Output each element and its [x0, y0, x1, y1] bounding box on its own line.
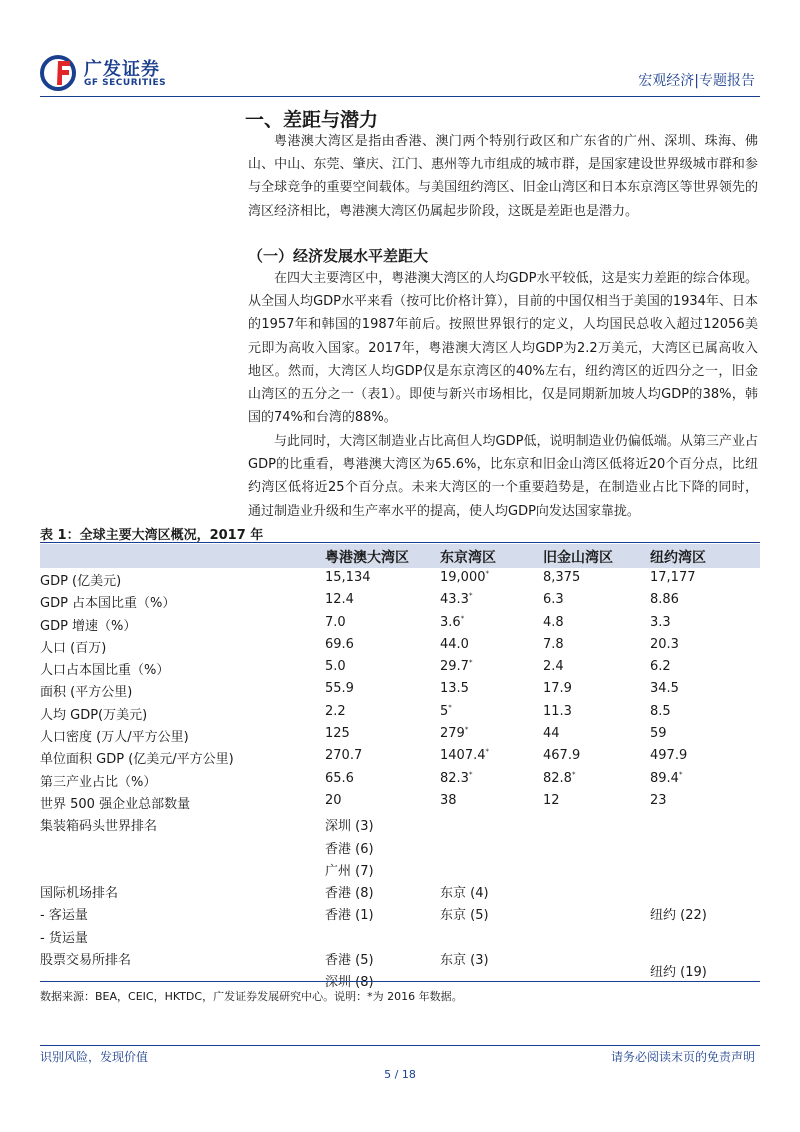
header-divider	[40, 96, 760, 97]
logo-text-cn: 广发证券	[84, 59, 160, 80]
table-cell	[440, 615, 464, 630]
company-logo	[40, 53, 180, 97]
table-cell	[440, 748, 489, 763]
table-cell	[650, 704, 671, 719]
cell-text: 5.0	[325, 659, 346, 675]
footnote-marker: *	[468, 591, 473, 600]
section-title: 一、差距与潜力	[245, 109, 379, 131]
table-row	[40, 791, 760, 813]
table-cell	[325, 771, 354, 786]
table-cell	[543, 726, 560, 741]
cell-text: 2.4	[543, 659, 564, 675]
table-cell	[440, 726, 468, 741]
table-cell	[325, 748, 362, 763]
table-cell	[543, 615, 564, 630]
table-cell	[650, 681, 679, 696]
cell-text: 13.5	[440, 681, 469, 697]
row-label	[40, 681, 132, 700]
cell-text: 2.2	[325, 703, 346, 719]
cell-text: 东京 (3)	[440, 953, 489, 969]
table-row	[40, 769, 760, 791]
table-cell	[325, 793, 342, 808]
footnote-marker: *	[468, 658, 473, 667]
table-cell	[325, 726, 350, 741]
gf-logo-icon	[40, 55, 78, 91]
cell-text: 12.4	[325, 592, 354, 608]
cell-text: 香港 (6)	[325, 841, 374, 857]
cell-text: 深圳 (8)	[325, 975, 374, 991]
cell-text: 20	[325, 792, 342, 808]
table-cell	[440, 704, 452, 719]
row-label	[40, 704, 147, 723]
cell-text: 广州 (7)	[325, 863, 374, 879]
footnote-marker: *	[571, 770, 576, 779]
cell-text: 东京 (5)	[440, 908, 489, 924]
cell-text: 17,177	[650, 570, 696, 585]
row-label	[40, 615, 136, 634]
table-cell	[440, 592, 472, 607]
cell-text: 人口 (百万)	[40, 640, 107, 656]
cell-text: 467.9	[543, 748, 581, 764]
cell-text: 人均 GDP(万美元)	[40, 707, 148, 723]
cell-text: 11.3	[543, 703, 572, 719]
table-cell	[325, 681, 354, 696]
cell-text: 279	[440, 726, 465, 742]
table-top-rule	[40, 542, 760, 543]
cell-text: 7.0	[325, 614, 346, 630]
table-cell	[440, 904, 489, 923]
cell-text: 国际机场排名	[40, 886, 119, 902]
cell-text: 香港 (1)	[325, 908, 374, 924]
row-label	[40, 592, 175, 611]
table-row	[40, 902, 760, 924]
footnote-marker: *	[468, 770, 473, 779]
table-row	[40, 657, 760, 679]
table-cell	[650, 793, 667, 808]
cell-text: 世界 500 强企业总部数量	[40, 796, 191, 812]
table-row	[40, 836, 760, 858]
table-cell	[440, 949, 489, 968]
table-row	[40, 724, 760, 746]
cell-text: 香港 (8)	[325, 886, 374, 902]
footnote-marker: *	[464, 725, 469, 734]
table-source-note: 数据来源：BEA，CEIC，HKTDC，广发证券发展研究中心。说明：*为 2016 年数据。	[40, 990, 463, 1003]
table-row	[40, 702, 760, 724]
table-cell	[543, 637, 564, 652]
table-cell	[543, 793, 560, 808]
cell-text: 19,000	[440, 570, 486, 585]
cell-text: 深圳 (3)	[325, 819, 374, 835]
table-cell	[440, 882, 489, 901]
table-cell	[325, 904, 374, 923]
row-label	[40, 793, 190, 812]
table-cell	[650, 659, 671, 674]
cell-text: 125	[325, 726, 350, 742]
table-cell	[543, 592, 564, 607]
table-cell	[325, 615, 346, 630]
cell-text: 集装箱码头世界排名	[40, 819, 158, 835]
cell-text: 6.2	[650, 659, 671, 675]
cell-text: 12	[543, 792, 560, 808]
column-header: 东京湾区	[440, 550, 496, 566]
cell-text: GDP 增速（%）	[40, 618, 137, 634]
cell-text: 59	[650, 726, 667, 742]
cell-text: 4.8	[543, 614, 564, 630]
table-cell	[650, 726, 667, 741]
cell-text: 人口占本国比重（%）	[40, 663, 170, 679]
cell-text: 东京 (4)	[440, 886, 489, 902]
footnote-marker: *	[460, 614, 465, 623]
cell-text: 38	[440, 792, 457, 808]
row-label	[40, 927, 88, 946]
footer-disclaimer: 请务必阅读末页的免责声明	[610, 1050, 755, 1064]
table-cell	[325, 882, 374, 901]
cell-text: 纽约 (22)	[650, 908, 707, 924]
table-cell	[650, 615, 671, 630]
table-cell	[440, 771, 472, 786]
table-row	[40, 925, 760, 947]
row-label	[40, 904, 88, 923]
table-cell	[325, 659, 346, 674]
table-caption: 表 1：全球主要大湾区概况，2017 年	[40, 528, 264, 543]
cell-text: 82.8	[543, 770, 572, 786]
cell-text: - 客运量	[40, 908, 88, 924]
cell-text: 面积 (平方公里)	[40, 685, 133, 701]
table-cell	[325, 815, 374, 834]
cell-text: 3.3	[650, 614, 671, 630]
cell-text: 23	[650, 792, 667, 808]
cell-text: 香港 (5)	[325, 953, 374, 969]
page-number: 5 / 18	[384, 1068, 416, 1081]
table-cell	[650, 592, 679, 607]
table-cell	[440, 570, 489, 585]
table-row	[40, 679, 760, 701]
cell-text: 82.3	[440, 770, 469, 786]
table-row	[40, 590, 760, 612]
table-cell	[440, 681, 469, 696]
cell-text: 89.4	[650, 770, 679, 786]
row-label	[40, 815, 157, 834]
cell-text: GDP (亿美元)	[40, 574, 122, 589]
cell-text: 6.3	[543, 592, 564, 608]
cell-text: 7.8	[543, 636, 564, 652]
paragraph: 在四大主要湾区中，粤港澳大湾区的人均GDP水平较低，这是实力差距的综合体现。从全国人均GDP水平来看（按可比价格计算），目前的中国仅相当于美国的1934年、日本的1957年和韩国的1987年前后。按照世界银行的定义，人均国民总收入超过12056美元即为高收入国家。2017年，粤港澳大湾区人均GDP为2.2万美元，大湾区已属高收入地区。然而，大湾区人均GDP仅是东京湾区的40%左右，纽约湾区的近四分之一，旧金山湾区的五分之一（表1）。即使与新兴市场相比，仅是同期新加坡人均GDP的38%，韩国的74%和台湾的88%。	[248, 271, 758, 426]
table-cell	[325, 570, 371, 585]
table-cell	[440, 637, 469, 652]
row-label	[40, 748, 234, 767]
table-bottom-rule	[40, 981, 760, 982]
cell-text: GDP 占本国比重（%）	[40, 596, 176, 612]
table-cell	[543, 704, 572, 719]
footer-slogan: 识别风险，发现价值	[40, 1050, 149, 1064]
table-row	[40, 613, 760, 635]
table-cell	[325, 592, 354, 607]
cell-text: 270.7	[325, 748, 363, 764]
cell-text: 纽约 (19)	[650, 965, 707, 981]
cell-text: 65.6	[325, 770, 354, 786]
column-header: 旧金山湾区	[543, 550, 613, 566]
cell-text: 5	[440, 703, 449, 719]
footnote-marker: *	[485, 748, 489, 757]
paragraph: 与此同时，大湾区制造业占比高但人均GDP低，说明制造业仍偏低端。从第三产业占GDP的比重看，粤港澳大湾区为65.6%，比东京和旧金山湾区低将近20个百分点，比纽约湾区低将近25个百分点。未来大湾区的一个重要趋势是，在制造业占比下降的同时，通过制造业升级和生产率水平的提高，使人均GDP向发达国家靠拢。	[248, 434, 758, 519]
table-cell	[325, 838, 374, 857]
cell-text: 15,134	[325, 570, 371, 585]
row-label	[40, 637, 106, 656]
table-cell	[650, 748, 687, 763]
cell-text: 44.0	[440, 636, 469, 652]
logo-text-en: GF SECURITIES	[84, 78, 167, 88]
table-cell	[543, 659, 564, 674]
table-cell	[325, 704, 346, 719]
cell-text: 69.6	[325, 636, 354, 652]
row-label	[40, 882, 118, 901]
table-row	[40, 746, 760, 768]
footer-divider	[40, 1045, 760, 1046]
table-cell	[543, 570, 580, 585]
cell-text: 34.5	[650, 681, 679, 697]
footnote-marker: *	[485, 569, 489, 578]
cell-text: 44	[543, 726, 560, 742]
table-cell	[325, 860, 374, 879]
subsection-title: （一）经济发展水平差距大	[248, 247, 429, 265]
cell-text: 3.6	[440, 614, 461, 630]
table-cell	[543, 681, 572, 696]
table-cell	[325, 949, 374, 968]
table-row	[40, 813, 760, 835]
table-cell	[650, 570, 696, 585]
column-header: 纽约湾区	[650, 550, 706, 566]
paragraph: 粤港澳大湾区是指由香港、澳门两个特别行政区和广东省的广州、深圳、珠海、佛山、中山、东莞、肇庆、江门、惠州等九市组成的城市群，是国家建设世界级城市群和参与全球竞争的重要空间载体。与美国纽约湾区、旧金山湾区和日本东京湾区等世界领先的湾区经济相比，粤港澳大湾区仍属起步阶段，这既是差距也是潜力。	[248, 134, 758, 219]
table-cell	[440, 793, 457, 808]
cell-text: 8,375	[543, 570, 581, 585]
cell-text: 8.86	[650, 592, 679, 608]
table-cell	[650, 904, 707, 923]
column-header: 粤港澳大湾区	[325, 550, 409, 566]
cell-text: 29.7	[440, 659, 469, 675]
table-cell	[440, 659, 472, 674]
table-cell	[325, 637, 354, 652]
table-row	[40, 635, 760, 657]
row-label	[40, 949, 131, 968]
footnote-marker: *	[678, 770, 683, 779]
table-cell	[650, 637, 679, 652]
row-label	[40, 570, 121, 589]
cell-text: - 货运量	[40, 930, 88, 946]
cell-text: 55.9	[325, 681, 354, 697]
cell-text: 股票交易所排名	[40, 953, 132, 969]
table-body	[40, 568, 760, 992]
cell-text: 人口密度 (万人/平方公里)	[40, 730, 189, 746]
cell-text: 20.3	[650, 636, 679, 652]
table-cell	[543, 771, 575, 786]
table-row	[40, 568, 760, 590]
cell-text: 497.9	[650, 748, 688, 764]
table-row	[40, 880, 760, 902]
cell-text: 17.9	[543, 681, 572, 697]
cell-text: 单位面积 GDP (亿美元/平方公里)	[40, 752, 234, 768]
cell-text: 8.5	[650, 703, 671, 719]
cell-text: 1407.4	[440, 748, 486, 764]
row-label	[40, 771, 156, 790]
table-cell	[650, 771, 682, 786]
table-cell	[650, 961, 707, 980]
footnote-marker: *	[448, 703, 452, 712]
table-cell	[543, 748, 580, 763]
table-header	[40, 544, 760, 568]
report-category: 宏观经济|专题报告	[638, 73, 755, 89]
table-row	[40, 858, 760, 880]
row-label	[40, 659, 169, 678]
cell-text: 第三产业占比（%）	[40, 774, 157, 790]
row-label	[40, 726, 189, 745]
cell-text: 43.3	[440, 592, 469, 608]
